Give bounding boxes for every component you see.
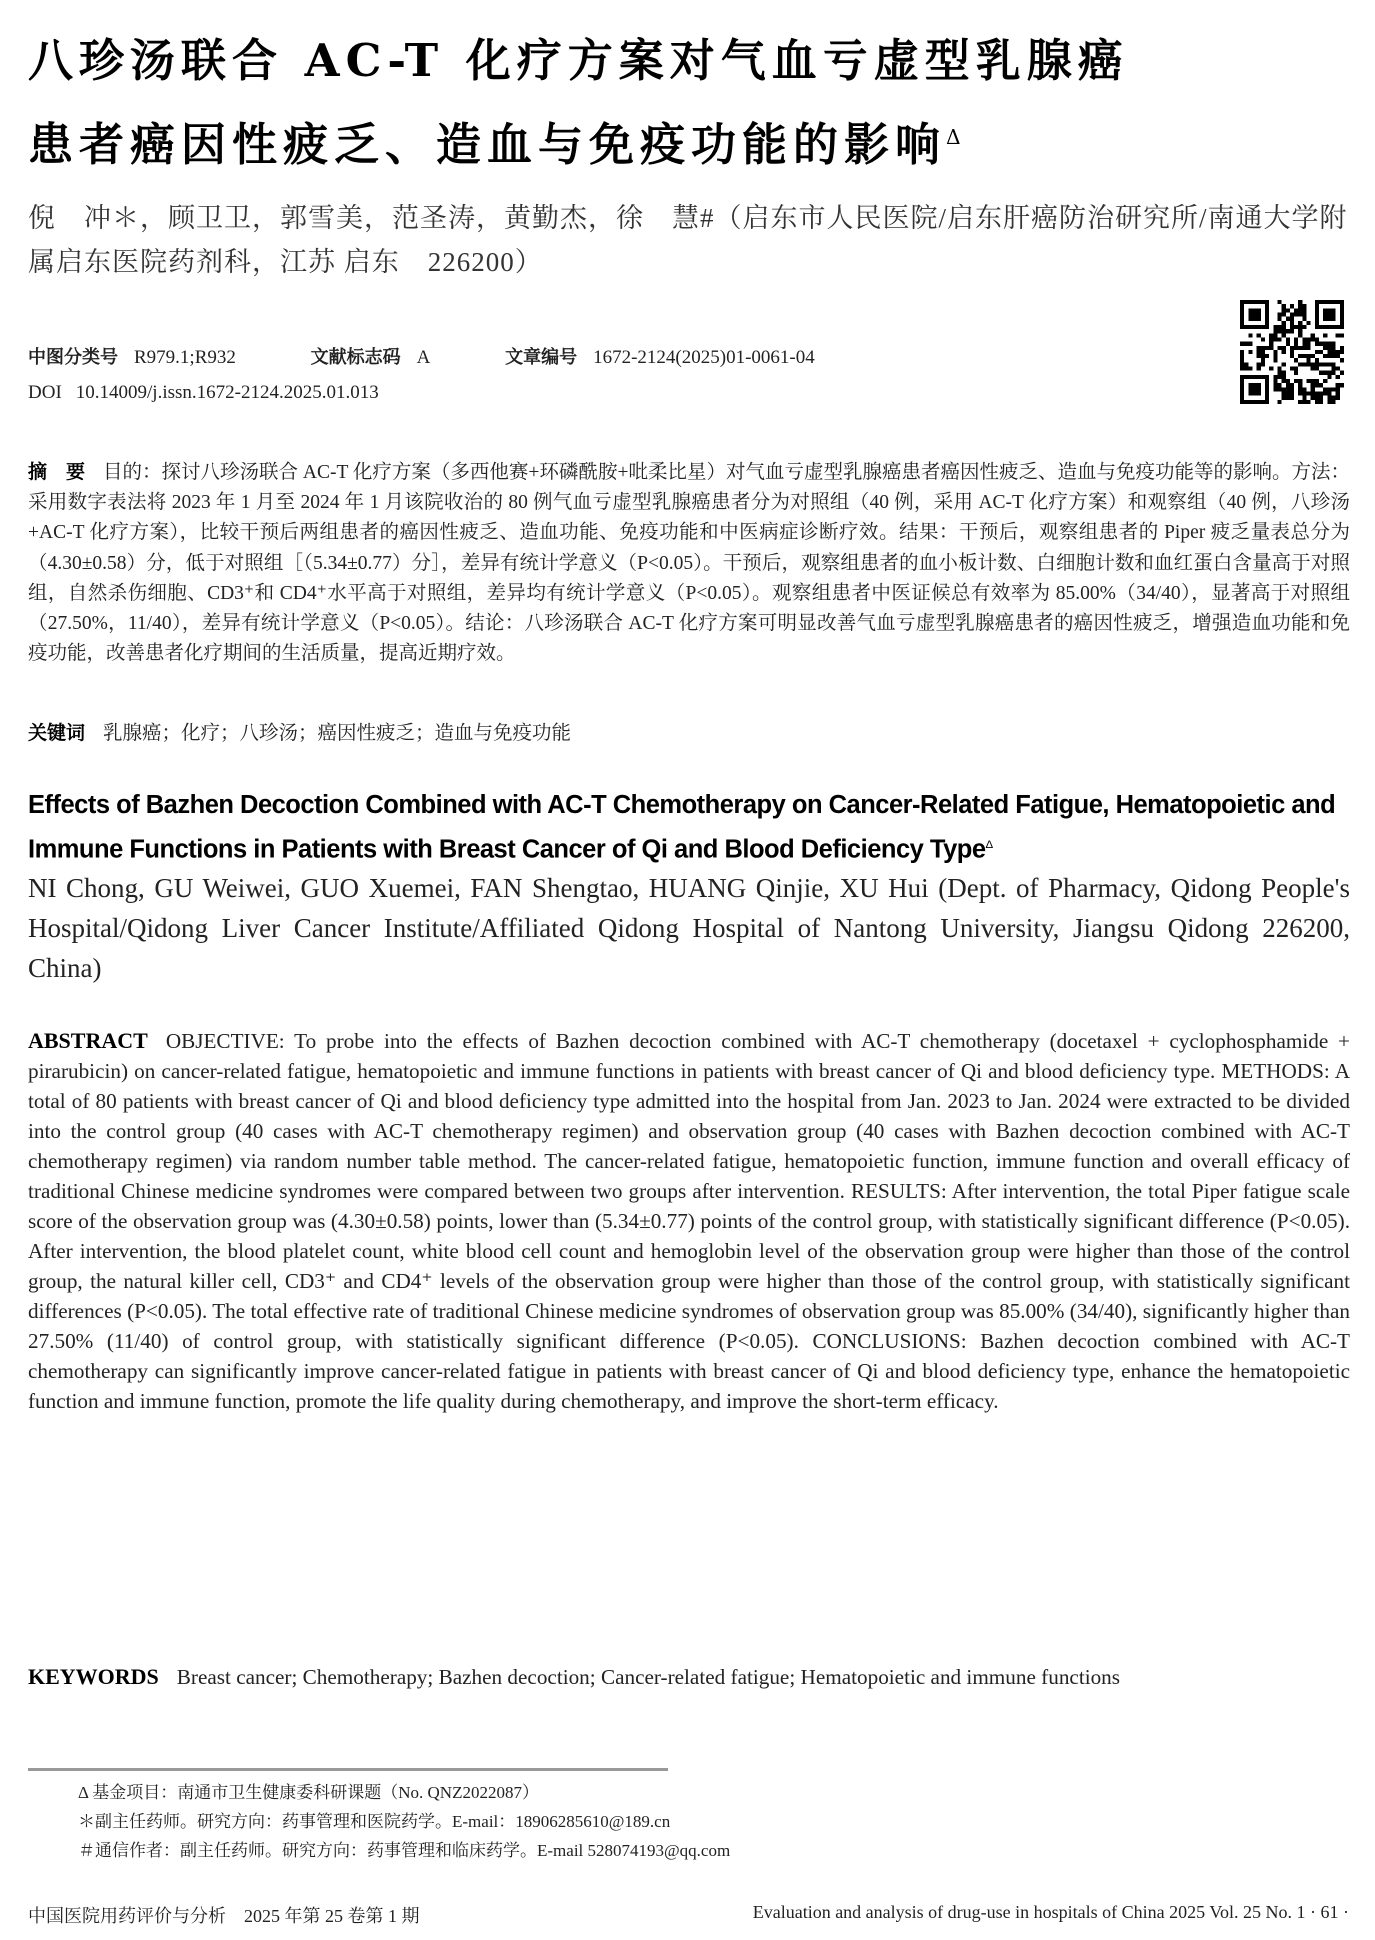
english-keywords-text: Breast cancer; Chemotherapy; Bazhen decoction; Cancer-related fatigue; Hematopoietic and immune functions	[176, 1665, 1121, 1689]
footnote-funding: Δ 基金项目：南通市卫生健康委科研课题（No. QNZ2022087）	[78, 1783, 539, 1802]
footer-journal-en: Evaluation and analysis of drug-use in hospitals of China 2025 Vol. 25 No. 1 · 61 ·	[752, 1902, 1349, 1922]
english-funding-mark: Δ	[985, 839, 993, 851]
doi-value: 10.14009/j.issn.1672-2124.2025.01.013	[75, 382, 379, 403]
chinese-abstract	[28, 457, 1350, 669]
footnote-corresponding-author: ＃通信作者：副主任药师。研究方向：药事管理和临床药学。E-mail 528074193@qq.com	[78, 1841, 731, 1860]
doi-line	[28, 382, 379, 404]
chinese-abstract-label: 摘 要	[28, 461, 86, 483]
english-keywords	[28, 1662, 1350, 1692]
english-title-text: Effects of Bazhen Decoction Combined with AC-T Chemotherapy on Cancer-Related Fatigue, Hematopoietic and Immune Functions in Patients with Breast Cancer of Qi and Blood Deficiency Type	[28, 791, 1336, 864]
classification-line	[28, 343, 815, 369]
chinese-authors-affiliation: 倪 冲＊，顾卫卫，郭雪美，范圣涛，黄勤杰，徐 慧#（启东市人民医院/启东肝癌防治研究所/南通大学附属启东医院药剂科，江苏 启东 226200）	[28, 203, 1348, 277]
doc-code-value: A	[416, 347, 431, 368]
qr-code-icon	[1240, 300, 1344, 404]
footer-journal-cn: 中国医院用药评价与分析 2025 年第 25 卷第 1 期	[28, 1906, 420, 1926]
chinese-title-text: 患者癌因性疲乏、造血与免疫功能的影响	[28, 118, 947, 171]
doc-code-label: 文献标志码	[310, 347, 401, 368]
footnote-first-author: ＊副主任药师。研究方向：药事管理和医院药学。E-mail：18906285610@189.cn	[78, 1812, 671, 1831]
english-abstract	[28, 1026, 1350, 1416]
english-abstract-label: ABSTRACT	[28, 1028, 148, 1053]
chinese-abstract-text: 目的：探讨八珍汤联合 AC-T 化疗方案（多西他赛+环磷酰胺+吡柔比星）对气血亏虚型乳腺癌患者癌因性疲乏、造血与免疫功能等的影响。方法：采用数字表法将 2023 年 1 月至 2024 年 1 月该院收治的 80 例气血亏虚型乳腺癌患者分为对照组（40 例，采用 AC-T 化疗方案）和观察组（40 例，八珍汤+AC-T 化疗方案），比较干预后两组患者的癌因性疲乏、造血功能、免疫功能和中医病症诊断疗效。结果：干预后，观察组患者的 Piper 疲乏量表总分为（4.30±0.58）分，低于对照组［（5.34±0.77）分］，差异有统计学意义（P<0.05）。干预后，观察组患者的血小板计数、白细胞计数和血红蛋白含量高于对照组，自然杀伤细胞、CD3⁺和 CD4⁺水平高于对照组，差异均有统计学意义（P<0.05）。观察组患者中医证候总有效率为 85.00%（34/40），显著高于对照组（27.50%，11/40），差异有统计学意义（P<0.05）。结论：八珍汤联合 AC-T 化疗方案可明显改善气血亏虚型乳腺癌患者的癌因性疲乏，增强造血功能和免疫功能，改善患者化疗期间的生活质量，提高近期疗效。	[28, 462, 1350, 665]
clc-value: R979.1;R932	[134, 347, 236, 368]
chinese-title-line-2	[28, 118, 967, 171]
article-no-label: 文章编号	[505, 347, 578, 368]
chinese-title-line-1: 八珍汤联合 AC-T 化疗方案对气血亏虚型乳腺癌	[28, 34, 1129, 87]
english-keywords-label: KEYWORDS	[28, 1664, 159, 1689]
doi-label: DOI	[28, 382, 62, 403]
chinese-keywords-text: 乳腺癌；化疗；八珍汤；癌因性疲乏；造血与免疫功能	[103, 723, 572, 744]
english-title	[28, 785, 1350, 870]
footnote-divider	[28, 1768, 668, 1771]
english-abstract-text: OBJECTIVE: To probe into the effects of Bazhen decoction combined with AC-T chemotherapy (docetaxel + cyclophosphamide + pirarubicin) on cancer-related fatigue, hematopoietic and immune functions in patients with breast cancer of Qi and blood deficiency type. METHODS: A total of 80 patients with breast cancer of Qi and blood deficiency type admitted into the hospital from Jan. 2023 to Jan. 2024 were extracted to be divided into the control group (40 cases with AC-T chemotherapy regimen) and observation group (40 cases with Bazhen decoction combined with AC-T chemotherapy regimen) via random number table method. The cancer-related fatigue, hematopoietic function, immune function and overall efficacy of traditional Chinese medicine syndromes were compared between two groups after intervention. RESULTS: After intervention, the total Piper fatigue scale score of the observation group was (4.30±0.58) points, lower than (5.34±0.77) points of the control group, with statistically significant difference (P<0.05). After intervention, the blood platelet count, white blood cell count and hemoglobin level of the observation group were higher than those of the control group, the natural killer cell, CD3⁺ and CD4⁺ levels of the observation group were higher than those of the control group, with statistically significant differences (P<0.05). The total effective rate of traditional Chinese medicine syndromes of observation group was 85.00% (34/40), significantly higher than 27.50% (11/40) of control group, with statistically significant difference (P<0.05). CONCLUSIONS: Bazhen decoction combined with AC-T chemotherapy can significantly improve cancer-related fatigue in patients with breast cancer of Qi and blood deficiency type, enhance the hematopoietic function and immune function, promote the life quality during chemotherapy, and improve the short-term efficacy.	[28, 1029, 1350, 1413]
article-no-value: 1672-2124(2025)01-0061-04	[593, 347, 815, 368]
clc-label: 中图分类号	[28, 347, 118, 368]
english-authors-affiliation: NI Chong, GU Weiwei, GUO Xuemei, FAN Shengtao, HUANG Qinjie, XU Hui (Dept. of Pharmacy, Qidong People's Hospital/Qidong Liver Cancer Institute/Affiliated Qidong Hospital of Nantong University, Jiangsu Qidong 226200, China)	[28, 873, 1350, 983]
chinese-keywords	[28, 718, 1350, 749]
chinese-keywords-label: 关键词	[28, 722, 86, 744]
funding-mark: Δ	[946, 125, 967, 149]
